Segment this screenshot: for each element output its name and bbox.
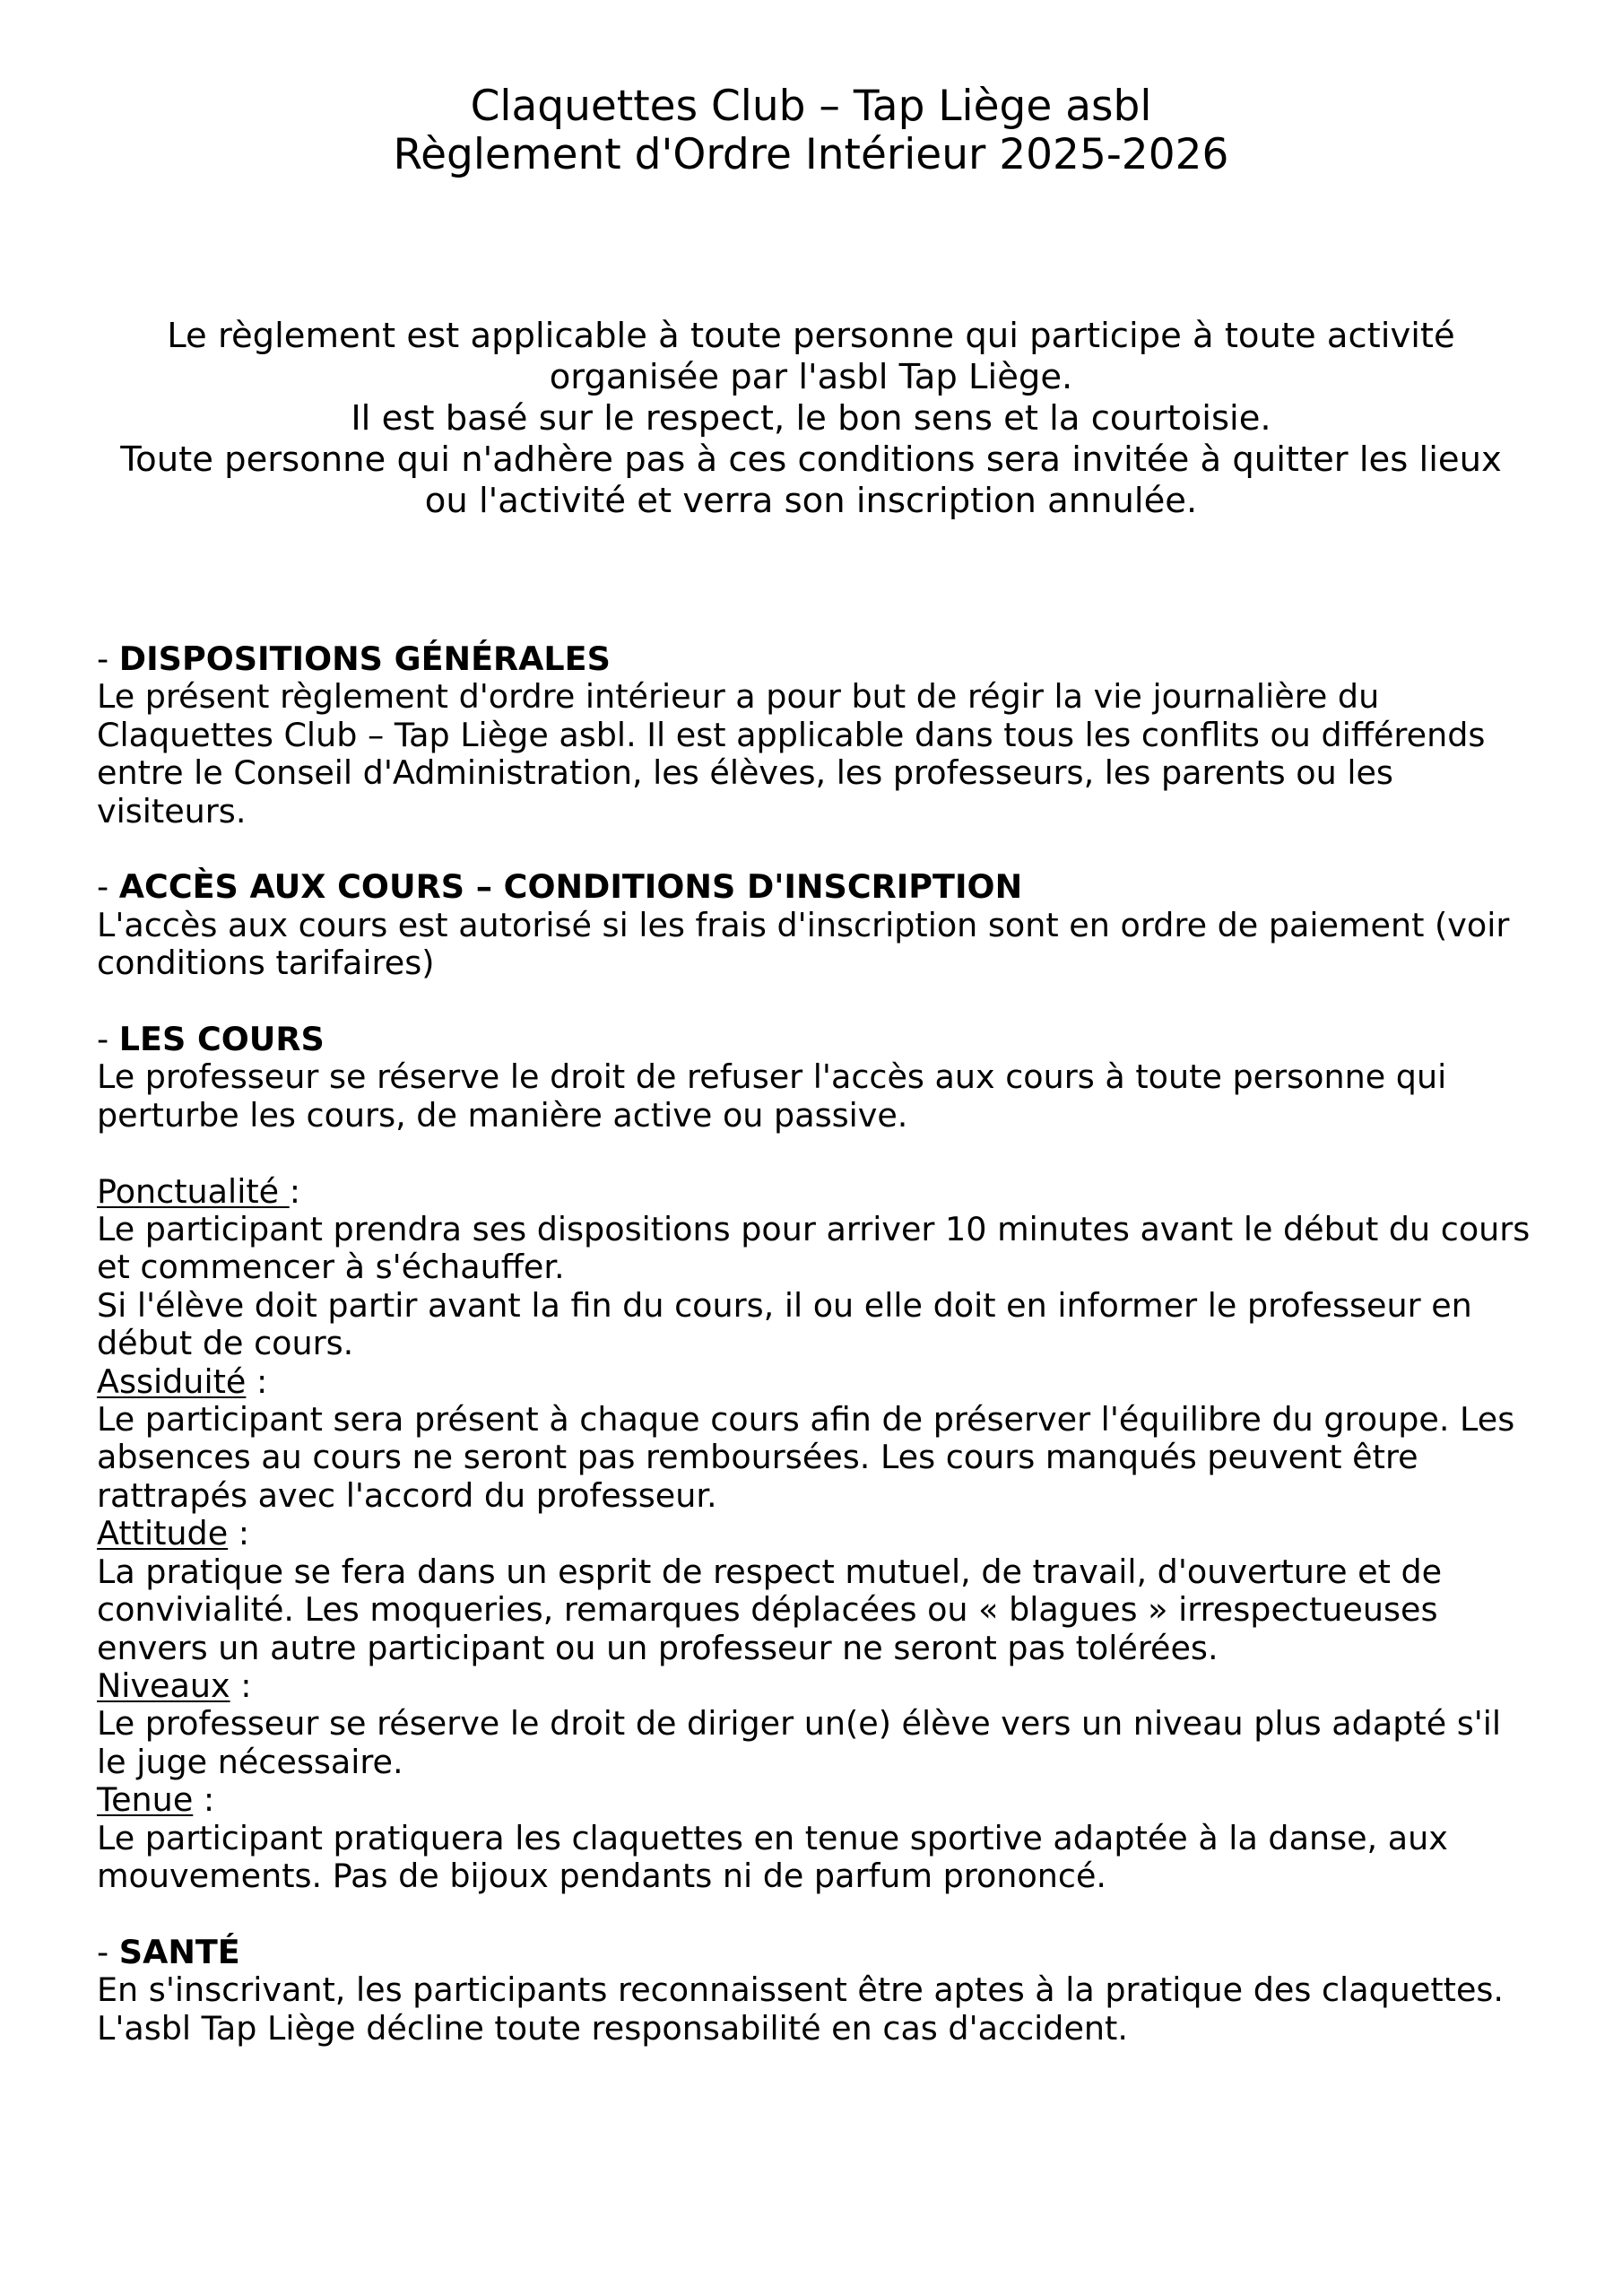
intro-line: Il est basé sur le respect, le bon sens et la courtoisie.	[351, 398, 1271, 439]
paragraph-line: entre le Conseil d'Administration, les élèves, les professeurs, les parents ou les	[97, 753, 1393, 793]
intro-line: ou l'activité et verra son inscription annulée.	[424, 481, 1198, 521]
paragraph-line: convivialité. Les moqueries, remarques déplacées ou « blagues » irrespectueuses	[97, 1590, 1438, 1630]
subsection-niveaux	[97, 1667, 1567, 1781]
paragraph-line: visiteurs.	[97, 791, 247, 831]
paragraph-line: conditions tarifaires)	[97, 944, 435, 983]
subsection-label-text: Tenue	[97, 1780, 194, 1820]
spacer	[97, 1895, 1567, 1933]
paragraph-line: L'asbl Tap Liège décline toute responsabilité en cas d'accident.	[97, 2008, 1128, 2048]
subsection-label	[97, 1667, 1567, 1705]
title-line-club: Claquettes Club – Tap Liège asbl	[470, 82, 1152, 131]
label-colon: :	[289, 1171, 301, 1211]
heading-dash: -	[97, 867, 119, 907]
paragraph-line: mouvements. Pas de bijoux pendants ni de parfum prononcé.	[97, 1856, 1107, 1895]
subsection-ponctualite	[97, 1173, 1567, 1363]
paragraph-line: envers un autre participant ou un professeur ne seront pas tolérées.	[97, 1628, 1219, 1667]
heading-text: SANTÉ	[118, 1932, 240, 1971]
label-colon: :	[228, 1514, 250, 1553]
heading-dash: -	[97, 1932, 119, 1971]
subsection-label	[97, 1363, 1567, 1401]
subsection-label	[97, 1515, 1567, 1552]
paragraph-line: La pratique se fera dans un esprit de respect mutuel, de travail, d'ouverture et de	[97, 1552, 1443, 1591]
spacer	[97, 983, 1567, 1021]
intro-line: Le règlement est applicable à toute personne qui participe à toute activité	[167, 316, 1455, 356]
section-dispositions-generales	[97, 640, 1567, 831]
heading-text: LES COURS	[118, 1020, 325, 1059]
paragraph-line: absences au cours ne seront pas remboursées. Les cours manqués peuvent être	[97, 1438, 1418, 1477]
paragraph-line: Le participant pratiquera les claquettes en tenue sportive adaptée à la danse, aux	[97, 1818, 1448, 1857]
section-heading	[97, 1021, 1567, 1058]
subsection-assiduite	[97, 1363, 1567, 1516]
paragraph-line: début de cours.	[97, 1324, 354, 1363]
intro-line: Toute personne qui n'adhère pas à ces conditions sera invitée à quitter les lieux	[120, 439, 1502, 480]
spacer	[97, 1135, 1567, 1172]
paragraph-line: Le professeur se réserve le droit de diriger un(e) élève vers un niveau plus adapté s'il	[97, 1704, 1502, 1744]
paragraph-line: Claquettes Club – Tap Liège asbl. Il est applicable dans tous les conflits ou différends	[97, 715, 1486, 754]
paragraph-line: le juge nécessaire.	[97, 1742, 403, 1781]
paragraph-line: et commencer à s'échauffer.	[97, 1248, 565, 1287]
heading-dash: -	[97, 1020, 119, 1059]
paragraph-line: Si l'élève doit partir avant la fin du cours, il ou elle doit en informer le professeur en	[97, 1285, 1472, 1325]
subsection-label-text: Ponctualité	[97, 1171, 290, 1211]
document-body	[97, 640, 1567, 2048]
section-acces-aux-cours	[97, 868, 1567, 982]
label-colon: :	[230, 1665, 252, 1705]
paragraph-line: Le participant prendra ses dispositions pour arriver 10 minutes avant le début du cours	[97, 1210, 1531, 1249]
title-line-reglement: Règlement d'Ordre Intérieur 2025-2026	[393, 130, 1229, 179]
paragraph-line: Le participant sera présent à chaque cours afin de préserver l'équilibre du groupe. Les	[97, 1400, 1515, 1439]
heading-text: ACCÈS AUX COURS – CONDITIONS D'INSCRIPTION	[118, 867, 1023, 907]
subsection-tenue	[97, 1781, 1567, 1895]
intro-line: organisée par l'asbl Tap Liège.	[549, 357, 1073, 397]
subsection-attitude	[97, 1515, 1567, 1667]
label-colon: :	[246, 1361, 268, 1401]
subsection-label	[97, 1173, 1567, 1211]
paragraph-line: L'accès aux cours est autorisé si les frais d'inscription sont en ordre de paiement (voir	[97, 905, 1510, 944]
heading-dash: -	[97, 639, 119, 678]
spacer	[97, 831, 1567, 868]
subsection-label	[97, 1781, 1567, 1819]
subsection-label-text: Assiduité	[97, 1361, 247, 1401]
heading-text: DISPOSITIONS GÉNÉRALES	[118, 639, 611, 678]
paragraph-line: En s'inscrivant, les participants reconnaissent être aptes à la pratique des claquettes.	[97, 1970, 1505, 2010]
section-heading	[97, 640, 1567, 678]
section-heading	[97, 868, 1567, 906]
paragraph-line: perturbe les cours, de manière active ou passive.	[97, 1095, 908, 1135]
section-les-cours	[97, 1021, 1567, 1895]
paragraph-line: Le professeur se réserve le droit de refuser l'accès aux cours à toute personne qui	[97, 1057, 1447, 1097]
label-colon: :	[193, 1780, 215, 1820]
intro-paragraph	[54, 316, 1568, 522]
document-title	[0, 83, 1622, 179]
paragraph-line: rattrapés avec l'accord du professeur.	[97, 1475, 717, 1515]
section-sante	[97, 1934, 1567, 2048]
subsection-label-text: Attitude	[97, 1514, 229, 1553]
section-heading	[97, 1934, 1567, 1971]
subsection-label-text: Niveaux	[97, 1665, 230, 1705]
paragraph-line: Le présent règlement d'ordre intérieur a pour but de régir la vie journalière du	[97, 677, 1380, 717]
